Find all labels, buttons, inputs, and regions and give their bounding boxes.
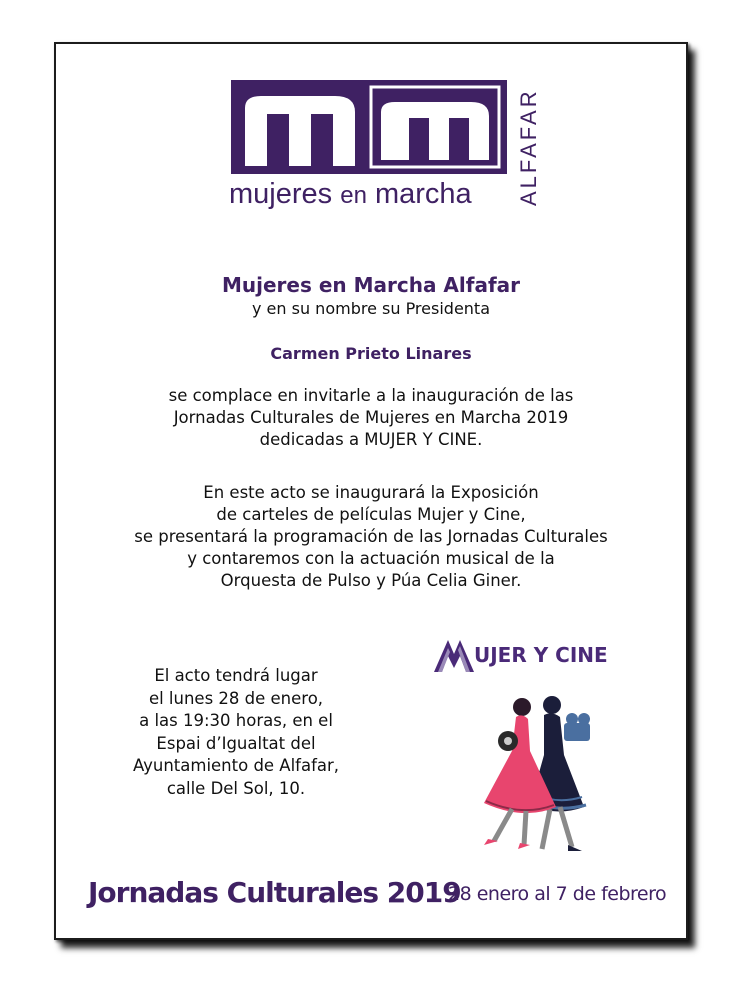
logo-tagline-word-3: marcha	[374, 178, 472, 210]
cine-m-icon	[434, 634, 474, 674]
footer-dates: 28 enero al 7 de febrero	[448, 883, 667, 905]
org-name: Mujeres en Marcha Alfafar	[221, 273, 521, 297]
venue-paragraph	[116, 665, 356, 800]
logo-tagline-word-2: en	[340, 182, 367, 209]
logo-monogram	[231, 80, 507, 174]
details-line: En este acto se inaugurará la Exposición	[203, 483, 539, 502]
invite-line: se complace en invitarle a la inauguración de las	[168, 386, 574, 405]
venue-line: el lunes 28 de enero,	[148, 688, 324, 708]
venue-line: El acto tendrá lugar	[154, 666, 318, 685]
org-subtitle: y en su nombre su Presidenta	[251, 299, 490, 318]
details-line: Orquesta de Pulso y Púa Celia Giner.	[220, 571, 522, 590]
details-line: de carteles de películas Mujer y Cine,	[216, 505, 526, 524]
mujeres-en-marcha-logo	[231, 80, 541, 220]
venue-line: Ayuntamiento de Alfafar,	[132, 756, 340, 775]
details-paragraph	[56, 482, 686, 592]
president-name: Carmen Prieto Linares	[270, 344, 472, 363]
dancing-women-illustration	[464, 689, 614, 857]
details-line: se presentará la programación de las Jornadas Culturales	[134, 527, 608, 546]
venue-line: a las 19:30 horas, en el	[139, 711, 333, 730]
invitation-card	[54, 42, 688, 940]
cine-logo-text: UJER Y CINE	[474, 643, 608, 667]
venue-line: calle Del Sol, 10.	[166, 778, 306, 798]
logo-monogram-box	[231, 80, 507, 174]
invite-paragraph	[56, 385, 686, 451]
logo-tagline	[229, 178, 472, 211]
details-line: y contaremos con la actuación musical de la	[187, 549, 555, 568]
venue-line: Espai d’Igualtat del	[156, 733, 316, 753]
footer-title: Jornadas Culturales 2019	[88, 876, 461, 909]
invite-line: dedicadas a MUJER Y CINE.	[259, 430, 483, 449]
invite-line: Jornadas Culturales de Mujeres en Marcha 2019	[173, 408, 569, 427]
logo-side-text: ALFAFAR	[516, 88, 541, 206]
mujer-y-cine-logo	[434, 634, 644, 674]
logo-tagline-word-1: mujeres	[229, 178, 333, 210]
